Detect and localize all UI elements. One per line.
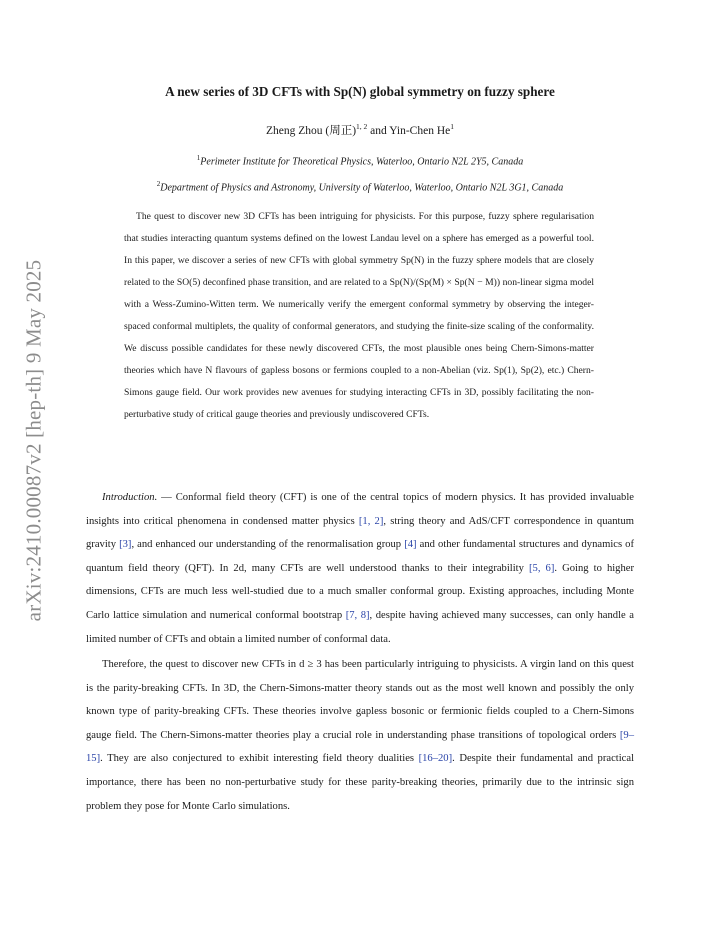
affiliation [0, 180, 720, 193]
author-name: Zheng Zhou (周正) [265, 125, 357, 137]
body-text: Therefore, the quest to discover new CFTs in d ≥ 3 has been particularly intriguing to physicists. A virgin land on this quest is the parity-breaking CFTs. In 3D, the Chern-Simons-matter theory stands out as the most well known and possibly the only known type of parity-breaking CFTs. These theories involve gapless bosonic or fermionic fields coupled to a Chern-Simons gauge field. The Chern-Simons-matter theories play a crucial role in understanding phase transitions of topological orders [86, 659, 634, 741]
abstract: The quest to discover new 3D CFTs has been intriguing for physicists. For this purpose, fuzzy sphere regularisation that studies interacting quantum systems defined on the lowest Landau level on a sphere has emerged as a powerful tool. In this paper, we discover a series of new CFTs with global symmetry Sp(N) in the fuzzy sphere models that are closely related to the SO(5) deconfined phase transition, and are related to a Sp(N)/(Sp(M) × Sp(N − M)) non-linear sigma model with a Wess-Zumino-Witten term. We numerically verify the emergent conformal symmetry by observing the integer-spaced conformal multiplets, the quality of conformal generators, and studying the finite-size scaling of the conformality. We discuss possible candidates for these newly discovered CFTs, the most plausible ones being Chern-Simons-matter theories which have N flavours of gapless bosons or fermions coupled to a non-Abelian (viz. Sp(1), Sp(2), etc.) Chern-Simons gauge field. Our work provides new avenues for studying interacting CFTs in 3D, possibly facilitating the non-perturbative study of critical gauge theories and previously undiscovered CFTs. [124, 211, 594, 420]
section-heading: Introduction. [102, 492, 158, 503]
citation-link[interactable]: [5, 6] [529, 562, 555, 574]
author-line [0, 122, 720, 138]
author-name: Yin-Chen He [389, 125, 451, 137]
affiliation-mark: 1 [196, 154, 201, 162]
body-text: , string theory and AdS/CFT correspondence in quantum gravity [86, 515, 634, 551]
body-text: — Conformal field theory (CFT) is one of the central topics of modern physics. It has provided invaluable insights into critical phenomena in condensed matter physics [86, 492, 634, 527]
citation-link[interactable]: [7, 8] [345, 609, 370, 621]
affiliation-mark: 2 [156, 180, 161, 188]
author-affiliation-mark: 1, 2 [356, 122, 368, 132]
body-paragraph [86, 653, 634, 818]
citation-link[interactable]: [3] [119, 539, 132, 551]
arxiv-identifier: arXiv:2410.00087v2 [hep-th] 9 May 2025 [21, 259, 46, 621]
citation-link[interactable]: [9–15] [86, 729, 634, 765]
affiliation [0, 154, 720, 167]
affiliation-text: Department of Physics and Astronomy, University of Waterloo, Waterloo, Ontario N2L 3G1, Canada [160, 182, 564, 194]
body-text: , despite having achieved many successes, can only handle a limited number of CFTs and obtain a limited number of conformal data. [86, 609, 634, 645]
affiliation-text: Perimeter Institute for Theoretical Physics, Waterloo, Ontario N2L 2Y5, Canada [200, 156, 524, 168]
body-text: and other fundamental structures and dynamics of quantum field theory (QFT). In 2d, many CFTs are well understood thanks to their integrability [86, 539, 634, 574]
author-conjunction: and [370, 125, 387, 137]
intro-paragraph [86, 486, 634, 651]
body-text: . They are also conjectured to exhibit interesting field theory dualities [100, 753, 419, 765]
body-text: , and enhanced our understanding of the renormalisation group [131, 539, 405, 551]
paper-title: A new series of 3D CFTs with Sp(N) global symmetry on fuzzy sphere [165, 84, 555, 99]
citation-link[interactable]: [16–20] [418, 753, 453, 765]
arxiv-stamp [14, 250, 54, 630]
citation-link[interactable]: [1, 2] [358, 515, 384, 527]
body-text: . Despite their fundamental and practical importance, there has been no non-perturbative study for these parity-breaking theories, primarily due to the intrinsic sign problem they pose for Monte Carlo simulations. [86, 753, 635, 812]
author-affiliation-mark: 1 [450, 122, 454, 132]
citation-link[interactable]: [4] [404, 539, 417, 551]
body-text: . Going to higher dimensions, CFTs are much less well-studied due to a much smaller conformal group. Existing approaches, including Monte Carlo lattice simulation and numerical conformal bootstrap [86, 562, 635, 621]
